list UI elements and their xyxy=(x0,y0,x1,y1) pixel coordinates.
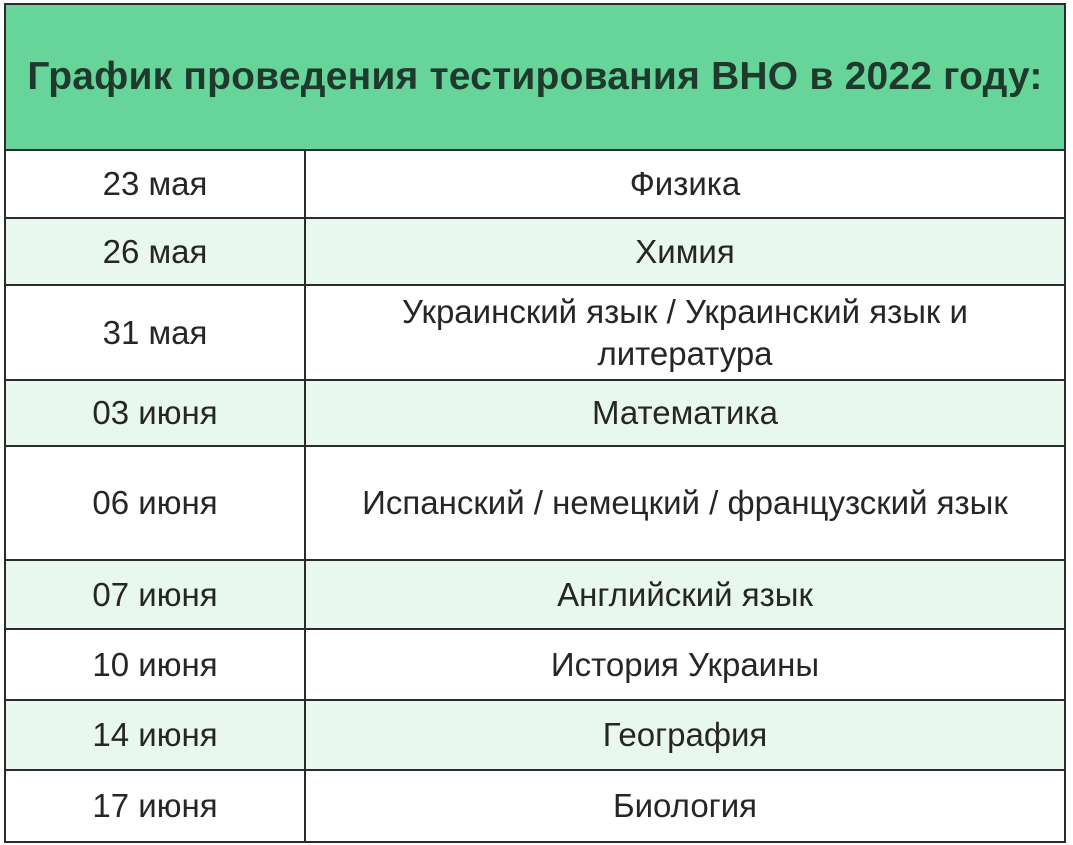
date-cell: 23 мая xyxy=(6,151,306,217)
date-cell: 07 июня xyxy=(6,561,306,628)
subject-cell: Химия xyxy=(635,232,735,270)
table-row xyxy=(6,286,1064,381)
table-body xyxy=(6,151,1064,841)
date-cell: 10 июня xyxy=(6,630,306,699)
table-row xyxy=(6,381,1064,447)
table-row xyxy=(6,151,1064,219)
subject-cell: Физика xyxy=(629,165,741,202)
table-row xyxy=(6,630,1064,701)
table-row xyxy=(6,447,1064,561)
subject-cell: География xyxy=(602,716,768,753)
subject-cell: Испанский / немецкий / французский язык xyxy=(362,484,1008,521)
subject-cell: Биология xyxy=(612,787,758,824)
subject-cell: Украинский язык / Украинский язык и литература xyxy=(402,292,968,372)
page-title: График проведения тестирования ВНО в 2022 году: xyxy=(27,55,1043,98)
table-row xyxy=(6,219,1064,286)
table-row xyxy=(6,561,1064,630)
date-cell: 17 июня xyxy=(6,771,306,841)
date-cell: 06 июня xyxy=(6,447,306,559)
date-cell: 31 мая xyxy=(6,286,306,379)
schedule-table xyxy=(4,3,1066,843)
subject-cell: История Украины xyxy=(550,645,820,683)
date-cell: 26 мая xyxy=(6,219,306,284)
table-row xyxy=(6,771,1064,841)
date-cell: 03 июня xyxy=(6,381,306,445)
subject-cell: Английский язык xyxy=(557,575,813,613)
table-header xyxy=(6,5,1064,151)
table-row xyxy=(6,701,1064,771)
subject-cell: Математика xyxy=(592,394,778,431)
date-cell: 14 июня xyxy=(6,701,306,769)
